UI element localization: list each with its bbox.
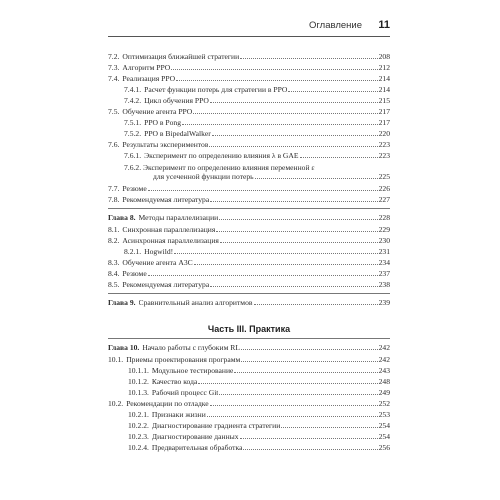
entry-page: 226 (378, 184, 390, 193)
leader-dots (254, 304, 378, 305)
toc-entry-7-5-2[interactable] (124, 129, 390, 138)
entry-title: Hogwild! (144, 247, 174, 256)
toc-entry-10-1-2[interactable] (128, 377, 390, 386)
leader-dots (176, 80, 378, 81)
entry-page: 225 (378, 172, 390, 181)
entry-page: 248 (378, 377, 390, 386)
entry-title: Рабочий процесс Git (151, 388, 219, 397)
entry-title: Асинхронная параллелизация (122, 236, 219, 245)
entry-page: 212 (378, 63, 390, 72)
entry-title: Диагностирование данных (151, 432, 239, 441)
chapter-title: Методы параллелизации (138, 213, 219, 222)
entry-title: Обучение агента PPO (122, 107, 193, 116)
leader-dots (243, 449, 377, 450)
leader-dots (216, 231, 377, 232)
entry-number: 10.2.3. (128, 432, 149, 441)
entry-title: Алгоритм PPO (122, 63, 171, 72)
entry-page: 223 (378, 140, 390, 149)
entry-title: Диагностирование градиента стратегии (151, 421, 281, 430)
entry-number: 10.2.4. (128, 443, 149, 452)
entry-page: 220 (378, 129, 390, 138)
leader-dots (281, 427, 377, 428)
leader-dots (209, 146, 377, 147)
entry-page: 249 (378, 388, 390, 397)
entry-page: 237 (378, 269, 390, 278)
entry-page: 231 (378, 247, 390, 256)
toc-entry-7-6-2[interactable] (124, 163, 390, 181)
entry-title: Модульное тестирование (151, 366, 234, 375)
entry-number: 10.2. (108, 399, 124, 408)
entry-title: Признаки жизни (151, 410, 206, 419)
entry-number: 7.6.2. (124, 163, 142, 172)
leader-dots (288, 91, 377, 92)
toc-entry-8-2[interactable] (108, 236, 390, 245)
running-header-title: Оглавление (309, 20, 362, 31)
leader-dots (241, 349, 378, 350)
leader-dots (210, 405, 378, 406)
entry-title: Оптимизация ближайшей стратегии (122, 52, 240, 61)
leader-dots (234, 372, 377, 373)
entry-title: Приемы проектирования программ (126, 355, 241, 364)
leader-dots (148, 275, 378, 276)
leader-dots (219, 394, 377, 395)
chapter-label: Глава 9. (108, 298, 136, 307)
entry-page: 253 (378, 410, 390, 419)
entry-number: 7.4.2. (124, 96, 142, 105)
entry-number: 7.4. (108, 74, 120, 83)
entry-page: 227 (378, 195, 390, 204)
entry-number: 10.2.1. (128, 410, 149, 419)
entry-number: 10.1.3. (128, 388, 149, 397)
entry-page: 230 (378, 236, 390, 245)
entry-title: Обучение агента A3C (122, 258, 193, 267)
toc-entry-7-4-1[interactable] (124, 85, 390, 94)
toc-entry-7-3[interactable] (108, 63, 390, 72)
entry-number: 8.2. (108, 236, 120, 245)
chapter-label: Глава 10. (108, 343, 140, 352)
entry-number: 7.6. (108, 140, 120, 149)
entry-title: Реализация PPO (122, 74, 176, 83)
entry-number: 7.6.1. (124, 151, 142, 160)
entry-page: 234 (378, 258, 390, 267)
divider (108, 293, 390, 294)
entry-page: 254 (378, 421, 390, 430)
leader-dots (210, 201, 377, 202)
leader-dots (300, 157, 378, 158)
toc-entry-7-2[interactable] (108, 52, 390, 61)
toc-entry-7-4-2[interactable] (124, 96, 390, 105)
leader-dots (198, 383, 377, 384)
leader-dots (171, 69, 377, 70)
entry-title: Резюме (122, 184, 147, 193)
entry-page: 228 (378, 213, 390, 222)
entry-page: 223 (378, 151, 390, 160)
toc-entry-8-1[interactable] (108, 225, 390, 234)
entry-title: Эксперимент по определению влияния переменной ε (143, 163, 315, 172)
leader-dots (210, 102, 378, 103)
entry-number: 8.2.1. (124, 247, 142, 256)
entry-title: PPO в Pong (144, 118, 182, 127)
entry-title: Результаты экспериментов (122, 140, 209, 149)
entry-page: 217 (378, 107, 390, 116)
table-of-contents (108, 0, 390, 500)
entry-title-continuation: для усеченной функции потерь (153, 172, 254, 181)
entry-page: 215 (378, 96, 390, 105)
divider (108, 338, 390, 339)
toc-entry-7-6-1[interactable] (124, 151, 390, 160)
toc-entry-7-5[interactable] (108, 107, 390, 116)
entry-page: 243 (378, 366, 390, 375)
toc-entry-10-2-2[interactable] (128, 421, 390, 430)
chapter-title: Начало работы с глубоким RL (142, 343, 240, 352)
leader-dots (182, 124, 378, 125)
entry-page: 214 (378, 85, 390, 94)
toc-entry-10-1-1[interactable] (128, 366, 390, 375)
page-number: 11 (378, 19, 390, 31)
entry-title: Расчет функции потерь для стратегии в PPO (144, 85, 288, 94)
toc-entry-8-3[interactable] (108, 258, 390, 267)
leader-dots (148, 190, 378, 191)
entry-number: 8.5. (108, 280, 120, 289)
entry-page: 229 (378, 225, 390, 234)
entry-title: Рекомендации по отладке (126, 399, 209, 408)
divider (108, 208, 390, 209)
toc-entry-10-1[interactable] (108, 355, 390, 364)
entry-number: 10.1.2. (128, 377, 149, 386)
entry-number: 7.5. (108, 107, 120, 116)
entry-title: PPO в BipedalWalker (144, 129, 211, 138)
toc-entry-7-5-1[interactable] (124, 118, 390, 127)
toc-chapter-10[interactable] (108, 343, 390, 352)
entry-number: 8.1. (108, 225, 120, 234)
toc-entry-7-8[interactable] (108, 195, 390, 204)
entry-number: 7.2. (108, 52, 120, 61)
entry-title: Цикл обучения PPO (144, 96, 209, 105)
leader-dots (174, 253, 377, 254)
entry-page: 217 (378, 118, 390, 127)
entry-number: 7.3. (108, 63, 120, 72)
chapter-label: Глава 8. (108, 213, 136, 222)
chapter-title: Сравнительный анализ алгоритмов (138, 298, 253, 307)
entry-number: 7.7. (108, 184, 120, 193)
leader-dots (212, 135, 378, 136)
leader-dots (241, 361, 377, 362)
toc-entry-10-2[interactable] (108, 399, 390, 408)
entry-page: 254 (378, 432, 390, 441)
toc-entry-7-6[interactable] (108, 140, 390, 149)
entry-number: 10.1.1. (128, 366, 149, 375)
entry-page: 214 (378, 74, 390, 83)
leader-dots (255, 178, 378, 179)
entry-page: 252 (378, 399, 390, 408)
entry-page: 208 (378, 52, 390, 61)
entry-page: 256 (378, 443, 390, 452)
entry-number: 10.1. (108, 355, 124, 364)
entry-page: 242 (378, 343, 390, 352)
toc-entry-8-4[interactable] (108, 269, 390, 278)
toc-entry-10-2-4[interactable] (128, 443, 390, 452)
toc-chapter-9[interactable] (108, 298, 390, 307)
leader-dots (210, 286, 377, 287)
toc-entry-10-2-3[interactable] (128, 432, 390, 441)
entry-number: 7.8. (108, 195, 120, 204)
entry-number: 7.5.1. (124, 118, 142, 127)
entry-number: 8.4. (108, 269, 120, 278)
leader-dots (194, 264, 378, 265)
entry-number: 8.3. (108, 258, 120, 267)
entry-page: 239 (378, 298, 390, 307)
toc-entry-8-5[interactable] (108, 280, 390, 289)
entry-page: 238 (378, 280, 390, 289)
entry-title: Эксперимент по определению влияния λ в GAE (144, 151, 299, 160)
entry-title: Качество кода (151, 377, 198, 386)
entry-number: 10.2.2. (128, 421, 149, 430)
toc-entry-10-2-1[interactable] (128, 410, 390, 419)
part-title: Часть III. Практика (207, 324, 291, 334)
leader-dots (193, 113, 377, 114)
leader-dots (220, 242, 378, 243)
leader-dots (207, 416, 378, 417)
entry-title: Синхронная параллелизация (122, 225, 216, 234)
toc-entry-8-2-1[interactable] (124, 247, 390, 256)
entry-title: Рекомендуемая литература (122, 195, 210, 204)
toc-entry-7-4[interactable] (108, 74, 390, 83)
leader-dots (240, 438, 378, 439)
entry-title: Рекомендуемая литература (122, 280, 210, 289)
entry-number: 7.4.1. (124, 85, 142, 94)
entry-title: Резюме (122, 269, 147, 278)
toc-chapter-8[interactable] (108, 213, 390, 222)
entry-page: 242 (378, 355, 390, 364)
leader-dots (240, 58, 377, 59)
toc-entry-10-1-3[interactable] (128, 388, 390, 397)
toc-entry-7-7[interactable] (108, 184, 390, 193)
leader-dots (219, 219, 377, 220)
entry-title: Предварительная обработка (151, 443, 243, 452)
entry-number: 7.5.2. (124, 129, 142, 138)
